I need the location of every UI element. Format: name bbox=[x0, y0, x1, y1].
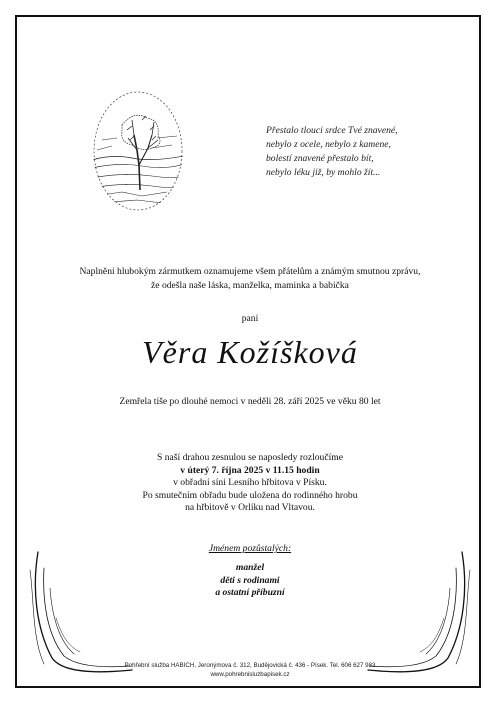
title-prefix: paní bbox=[241, 313, 259, 324]
footer-website: www.pohrebnisluzbapisek.cz bbox=[210, 671, 290, 678]
funeral-service-footer bbox=[0, 661, 500, 679]
signer: manžel bbox=[235, 562, 265, 573]
signer: děti s rodinami bbox=[220, 574, 280, 586]
memorial-poem bbox=[266, 124, 398, 180]
signed-header: Jménem pozůstalých: bbox=[208, 543, 292, 554]
footer-contact: Pohřební služba HABICH, Jeronýmova č. 312, Budějovická č. 436 - Písek. Tel. 606 627 983 bbox=[124, 662, 376, 669]
funeral-details bbox=[0, 452, 500, 515]
corner-ornament-right-icon bbox=[358, 548, 478, 678]
corner-ornament-left-icon bbox=[22, 548, 142, 678]
intro-line: Naplněni hlubokým zármutkem oznamujeme všem přátelům a známým smutnou zprávu, bbox=[79, 266, 421, 277]
poem-line: bolestí znavené přestalo bít, bbox=[266, 153, 374, 164]
tree-landscape-illustration bbox=[92, 90, 184, 212]
poem-line: nebylo z ocele, nebylo z kamene, bbox=[266, 139, 391, 150]
funeral-line: na hřbitově v Orlíku nad Vltavou. bbox=[185, 502, 315, 513]
intro-line: že odešla naše láska, manželka, maminka a babička bbox=[151, 280, 349, 291]
death-notice: Zemřela tiše po dlouhé nemoci v neděli 28. září 2025 ve věku 80 let bbox=[119, 396, 381, 407]
funeral-line: S naší drahou zesnulou se naposledy rozloučíme bbox=[157, 452, 343, 463]
funeral-line: v obřadní síni Lesního hřbitova v Písku. bbox=[173, 477, 327, 488]
signer: a ostatní příbuzní bbox=[215, 587, 285, 598]
poem-line: Přestalo tlouci srdce Tvé znavené, bbox=[266, 125, 398, 136]
deceased-name: Věra Kožíšková bbox=[142, 334, 358, 370]
poem-line: nebylo léku již, by mohlo žít... bbox=[266, 167, 381, 178]
funeral-date-time: v úterý 7. října 2025 v 11.15 hodin bbox=[180, 464, 320, 476]
announcement-intro bbox=[0, 265, 500, 293]
funeral-line: Po smutečním obřadu bude uložena do rodinného hrobu bbox=[142, 489, 358, 501]
